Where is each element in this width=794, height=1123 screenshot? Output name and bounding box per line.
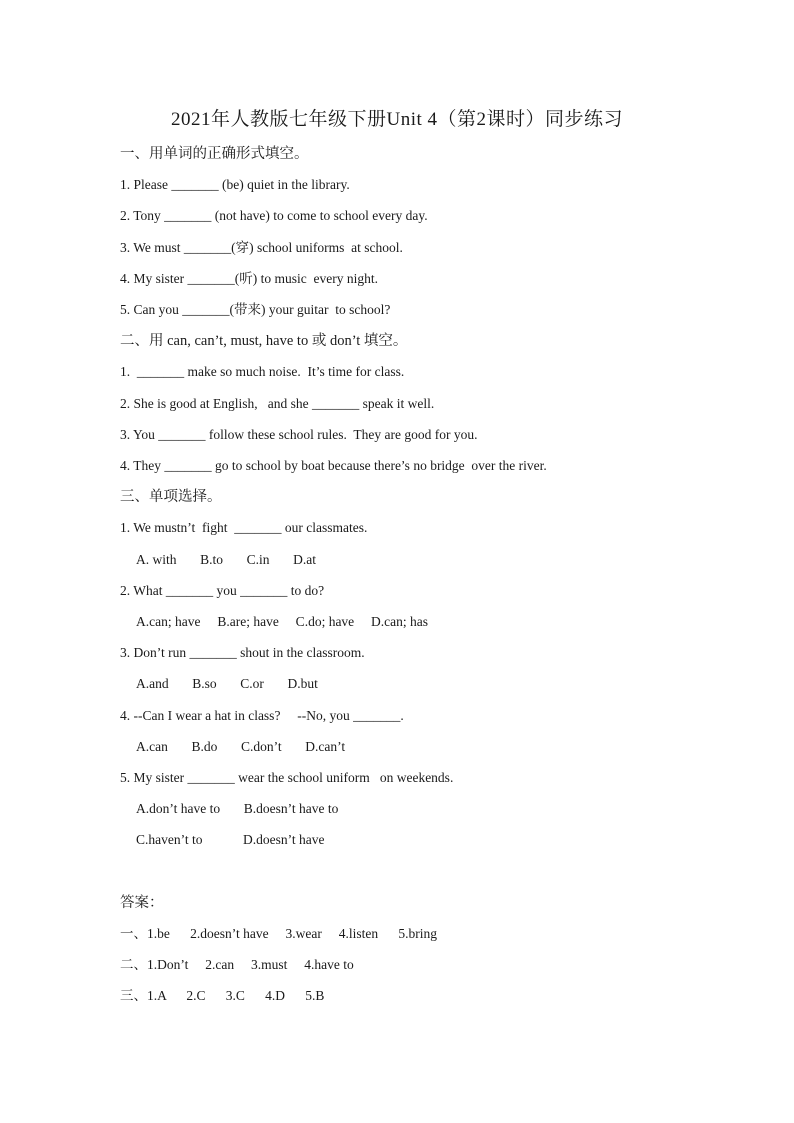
question-5-options-b: C.haven’t to D.doesn’t have xyxy=(136,832,325,847)
section1-item-1: 1. Please _______ (be) quiet in the library. xyxy=(120,177,350,192)
section1-item-5: 5. Can you _______(带来) your guitar to school? xyxy=(120,302,391,317)
section2-heading: 二、用 can, can’t, must, have to 或 don’t 填空。 xyxy=(120,333,408,349)
section1-item-4: 4. My sister _______(听) to music every night. xyxy=(120,271,378,286)
section1-item-3: 3. We must _______(穿) school uniforms at school. xyxy=(120,240,403,255)
question-5: 5. My sister _______ wear the school uniform on weekends. xyxy=(120,770,454,785)
answers-line-1: 一、1.be 2.doesn’t have 3.wear 4.listen 5.bring xyxy=(120,926,437,941)
answers-line-3: 三、1.A 2.C 3.C 4.D 5.B xyxy=(120,988,325,1003)
question-4-options: A.can B.do C.don’t D.can’t xyxy=(136,739,346,754)
section2-item-2: 2. She is good at English, and she _______ speak it well. xyxy=(120,396,435,411)
section1-heading: 一、用单词的正确形式填空。 xyxy=(120,146,309,162)
question-1-options: A. with B.to C.in D.at xyxy=(136,552,317,567)
section2-item-3: 3. You _______ follow these school rules. They are good for you. xyxy=(120,427,478,442)
section2-item-1: 1. _______ make so much noise. It’s time for class. xyxy=(120,364,405,379)
page-title: 2021年人教版七年级下册Unit 4（第2课时）同步练习 xyxy=(170,109,624,130)
question-5-options-a: A.don’t have to B.doesn’t have to xyxy=(136,801,339,816)
section2-item-4: 4. They _______ go to school by boat because there’s no bridge over the river. xyxy=(120,458,547,473)
question-4: 4. --Can I wear a hat in class? --No, you _______. xyxy=(120,708,404,723)
question-3: 3. Don’t run _______ shout in the classroom. xyxy=(120,645,365,660)
question-2-options: A.can; have B.are; have C.do; have D.can; has xyxy=(136,614,429,629)
section1-item-2: 2. Tony _______ (not have) to come to school every day. xyxy=(120,208,428,223)
question-3-options: A.and B.so C.or D.but xyxy=(136,676,318,691)
answers-heading: 答案： xyxy=(120,895,164,911)
answers-line-2: 二、1.Don’t 2.can 3.must 4.have to xyxy=(120,957,354,972)
question-2: 2. What _______ you _______ to do? xyxy=(120,583,325,598)
question-1: 1. We mustn’t fight _______ our classmates. xyxy=(120,520,368,535)
section3-heading: 三、单项选择。 xyxy=(120,489,222,505)
